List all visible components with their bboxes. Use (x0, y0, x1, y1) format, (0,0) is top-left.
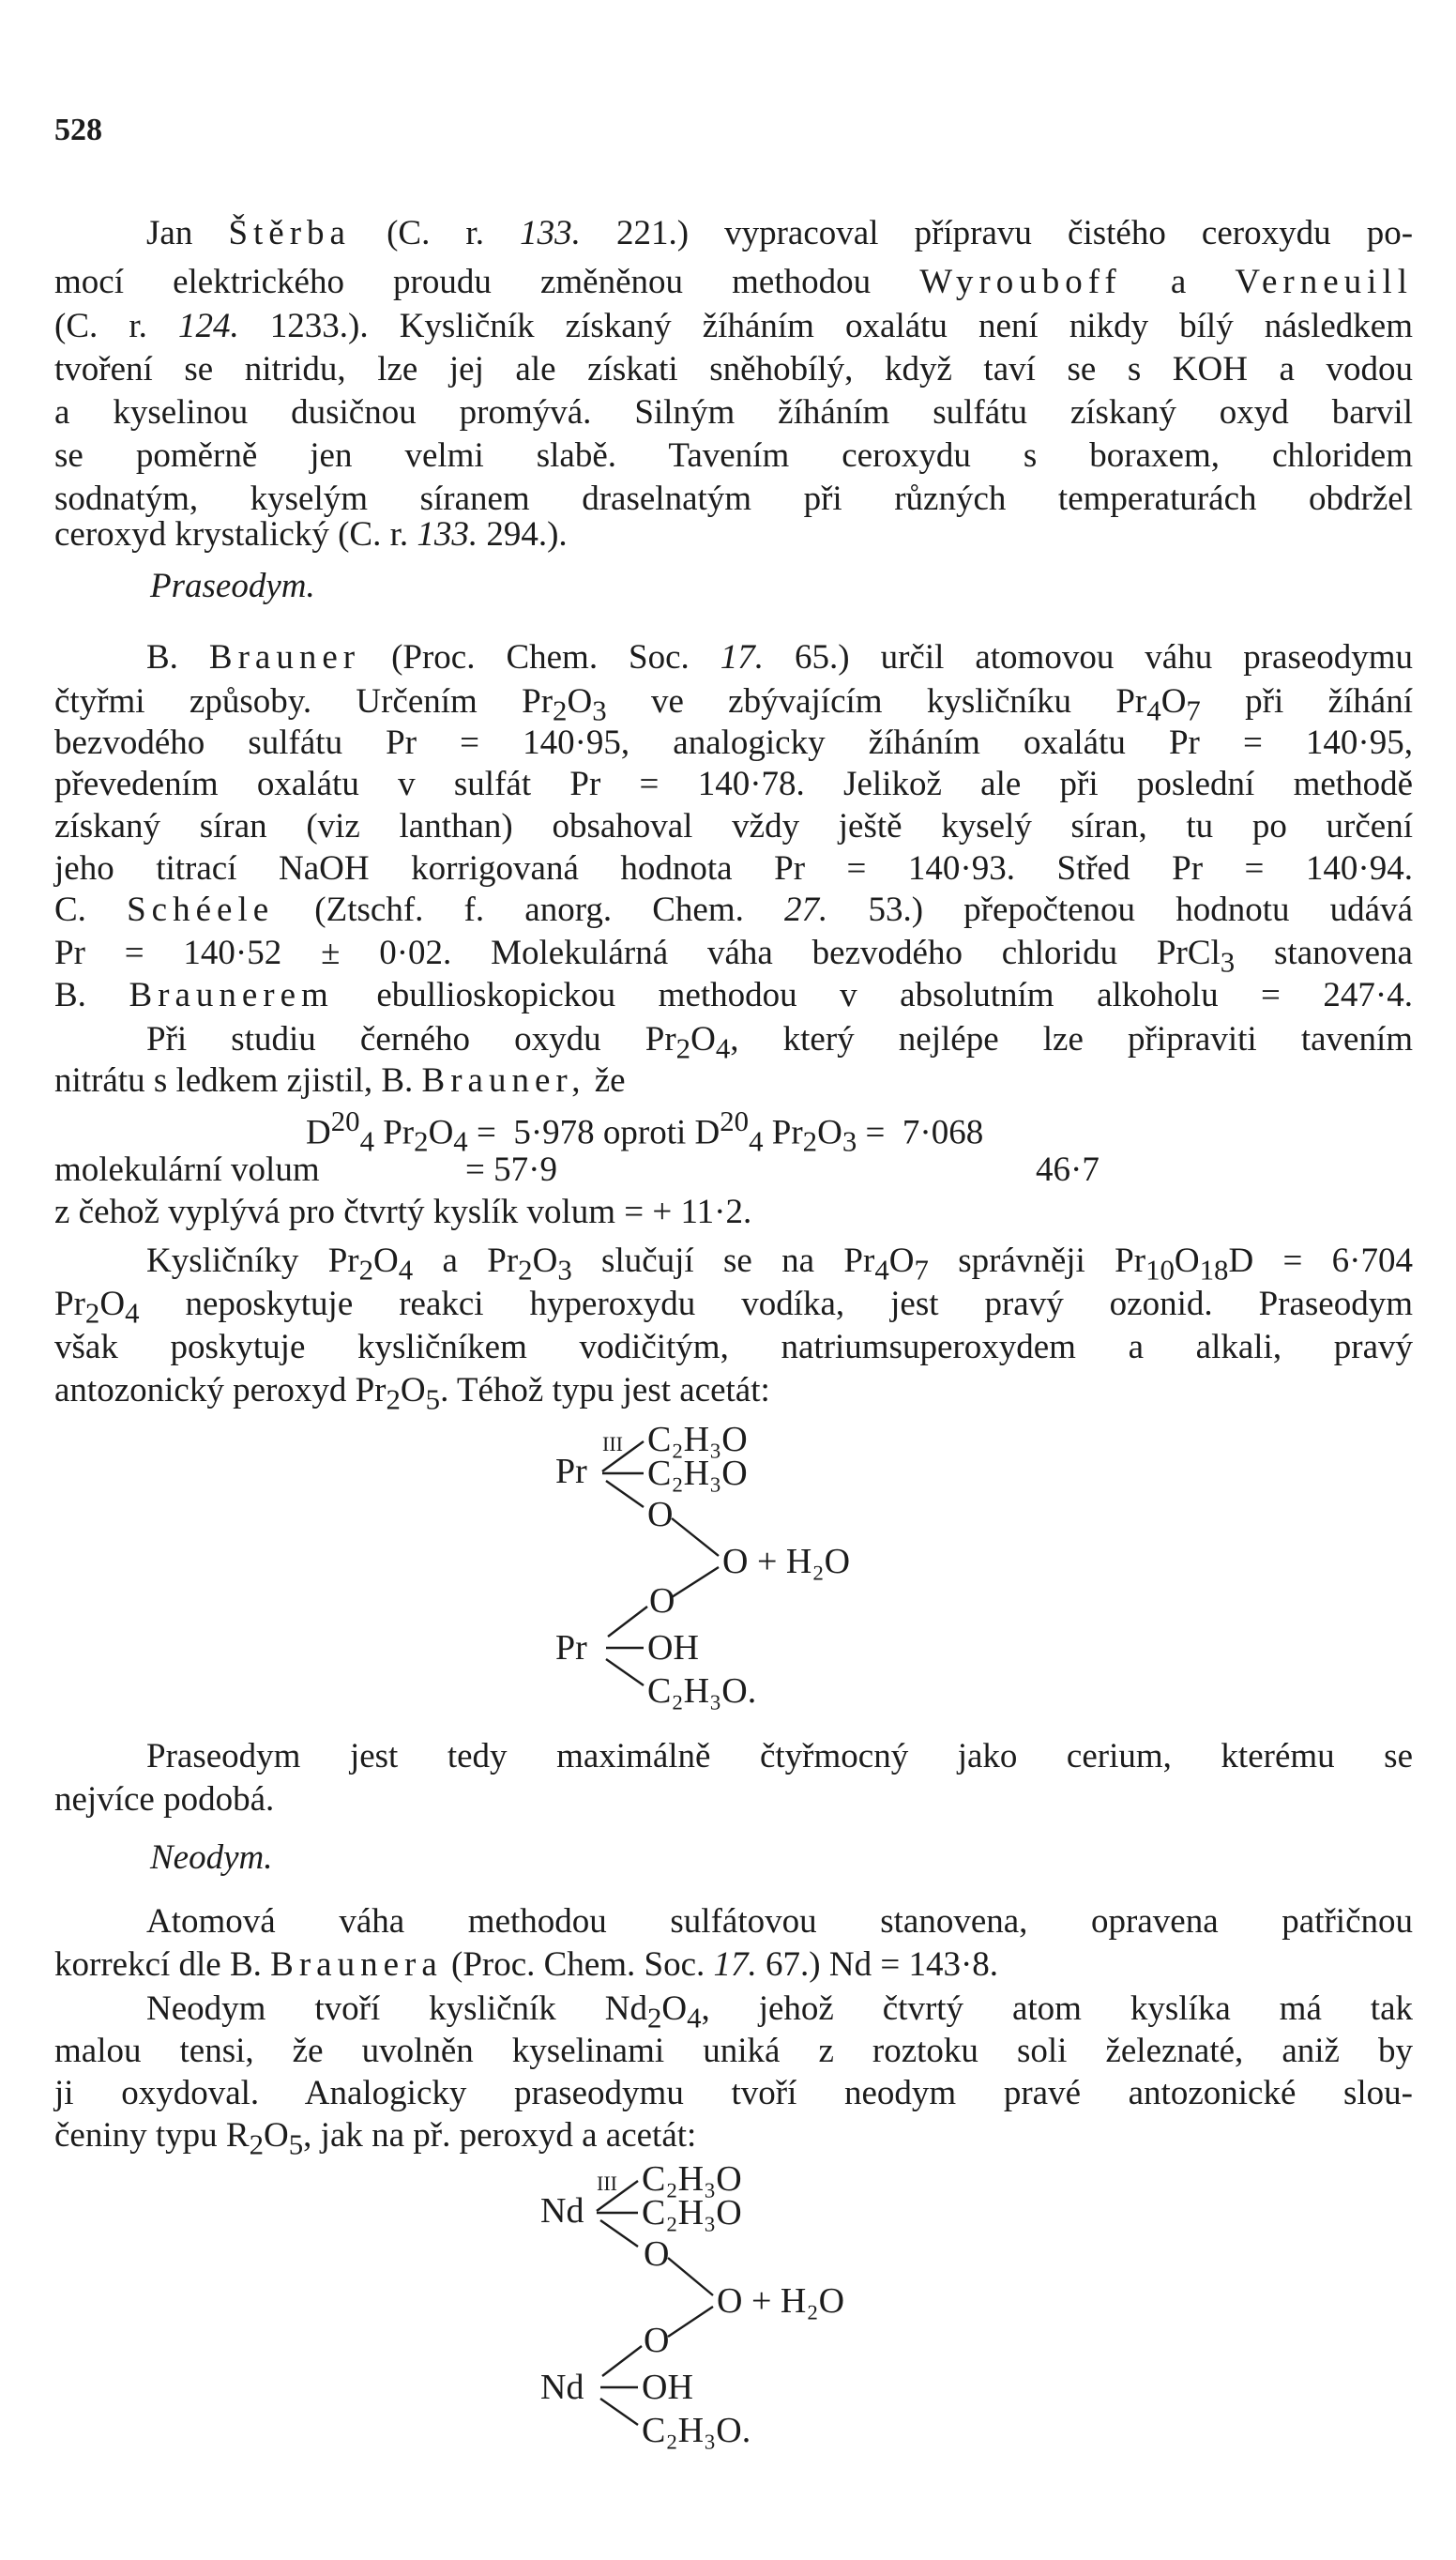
metal-symbol-top: Pr (555, 1452, 587, 1491)
acetyl-group: C₂H₃O. (642, 2411, 751, 2450)
section-heading-neodym: Neodym. (150, 1838, 273, 1877)
acetyl-group: C₂H₃O (642, 2159, 742, 2199)
text-line: čtyřmi způsoby. Určením $Pr_2O_3$ ve zbývajícím kysličníku $Pr_4O_7$ při žíhání (54, 682, 1413, 727)
text-line: čeniny typu $R_2O_5$, jak na př. peroxyd a acetát: (54, 2116, 697, 2161)
author-name: Verneuill (1235, 263, 1414, 301)
oxygen-atom: O (649, 1581, 675, 1621)
bond-line (600, 2220, 638, 2247)
peroxide-water: O + H₂O (722, 1542, 851, 1581)
text-line: převedením oxalátu v sulfát Pr = 140·78. Jelikož ale při poslední methodě (54, 765, 1413, 803)
text-line: nejvíce podobá. (54, 1780, 275, 1819)
valence-label: III (602, 1432, 623, 1455)
hydroxyl-group: OH (647, 1628, 699, 1668)
equation-density: $D^{20}_4$ $Pr_2O_4 = 5\cdot 978$ oproti $D^{20}_4$ $Pr_2O_3 = 7\cdot 068$ (306, 1105, 984, 1158)
text-line: Atomová váha methodou sulfátovou stanovena, opravena patřičnou (146, 1902, 1413, 1941)
text-line: korrekcí dle B. Braunera (Proc. Chem. Soc. 17. 67.) Nd = 143·8. (54, 1945, 999, 1984)
text-line: malou tensi, že uvolněn kyselinami uniká z roztoku soli železnaté, aniž by (54, 2032, 1413, 2070)
text-line: B. Brauner (Proc. Chem. Soc. 17. 65.) určil atomovou váhu praseodymu (146, 638, 1414, 677)
text-line: antozonický peroxyd $Pr_2O_5$. Téhož typu jest acetát: (54, 1371, 770, 1416)
oxygen-atom: O (647, 1495, 674, 1534)
peroxide-water: O + H₂O (717, 2281, 845, 2321)
hydroxyl-group: OH (642, 2368, 693, 2407)
text-line: jeho titrací NaOH korrigovaná hodnota Pr = 140·93. Střed Pr = 140·94. (54, 849, 1413, 888)
bond-line (668, 2258, 713, 2295)
author-name: Brauner (208, 638, 361, 677)
bond-line (672, 1518, 719, 1556)
page-number: 528 (54, 113, 102, 147)
text-line: Při studiu černého oxydu $Pr_2O_4$, který nejlépe lze připraviti tavením (146, 1020, 1414, 1065)
metal-symbol-top: Nd (540, 2191, 584, 2231)
text-line: Praseodym jest tedy maximálně čtyřmocný jako cerium, kterému se (146, 1737, 1413, 1775)
oxygen-atom: O (644, 2321, 670, 2360)
text-line: však poskytuje kysličníkem vodičitým, natriumsuperoxydem a alkali, pravý (54, 1328, 1413, 1366)
equation-volume-value-1: = 57·9 (465, 1150, 557, 1189)
bond-line (668, 2307, 713, 2337)
text-line: bezvodého sulfátu Pr = 140·95, analogicky žíháním oxalátu Pr = 140·95, (54, 724, 1413, 762)
metal-symbol-bottom: Pr (555, 1628, 587, 1668)
text-line: získaný síran (viz lanthan) obsahoval vždy ještě kyselý síran, tu po určení (54, 807, 1413, 846)
text-line: nitrátu s ledkem zjistil, B. Brauner, že (54, 1061, 626, 1100)
author-name: Brauner, (421, 1061, 586, 1100)
text-line: a kyselinou dusičnou promývá. Silným žíháním sulfátu získaný oxyd barvil (54, 393, 1413, 432)
bond-line (606, 1659, 644, 1685)
structural-formula-praseodym (544, 1413, 976, 1770)
bond-line (602, 2346, 642, 2376)
bond-line (672, 1567, 719, 1597)
equation-volume-label: molekulární volum (54, 1150, 320, 1189)
section-heading-praseodym: Praseodym. (150, 567, 315, 605)
text-line: C. Schéele (Ztschf. f. anorg. Chem. 27. 53.) přepočtenou hodnotu udává (54, 891, 1413, 929)
text-line: Jan Štěrba (C. r. 133. 221.) vypracoval přípravu čistého ceroxydu po- (146, 214, 1414, 252)
metal-symbol-bottom: Nd (540, 2368, 584, 2407)
oxygen-atom: O (644, 2234, 670, 2274)
valence-label: III (597, 2171, 617, 2195)
text-line: se poměrně jen velmi slabě. Tavením ceroxydu s boraxem, chloridem (54, 436, 1413, 475)
acetyl-group: C₂H₃O (647, 1454, 748, 1493)
author-name: Braunera (270, 1945, 443, 1984)
text-line: ceroxyd krystalický (C. r. 133. 294.). (54, 515, 568, 554)
equation-oxygen-volume: z čehož vyplývá pro čtvrtý kyslík volum = + 11·2. (54, 1193, 752, 1231)
acetyl-group: C₂H₃O (647, 1420, 748, 1459)
author-name: Štěrba (228, 214, 351, 252)
author-name: Braunerem (129, 976, 334, 1014)
text-line: $Pr_2O_4$ neposkytuje reakci hyperoxydu vodíka, jest pravý ozonid. Praseodym (54, 1285, 1413, 1330)
text-line: tvoření se nitridu, lze jej ale získati sněhobílý, když taví se s KOH a vodou (54, 350, 1413, 389)
text-line: Kysličníky $Pr_2O_4$ a $Pr_2O_3$ slučují se na $Pr_4O_7$ správněji $Pr_{10}O_{18}D = 6\cdot 704$ (146, 1242, 1413, 1287)
bond-line (600, 2399, 638, 2425)
equation-volume-value-2: 46·7 (1036, 1150, 1100, 1189)
text-line: (C. r. 124. 1233.). Kysličník získaný žíháním oxalátu není nikdy bílý následkem (54, 307, 1414, 345)
author-name: Schéele (127, 891, 275, 929)
author-name: Wyrouboff (919, 263, 1122, 301)
structural-formula-neodym (538, 2149, 970, 2506)
acetyl-group: C₂H₃O (642, 2193, 742, 2232)
text-line: ji oxydoval. Analogicky praseodymu tvoří neodym pravé antozonické slou- (54, 2074, 1413, 2112)
text-line: sodnatým, kyselým síranem draselnatým při různých temperaturách obdržel (54, 480, 1413, 518)
text-line: B. Braunerem ebullioskopickou methodou v absolutním alkoholu = 247·4. (54, 976, 1413, 1014)
text-line: Pr = 140·52 ± 0·02. Molekulárná váha bezvodého chloridu PrCl$_3$ stanovena (54, 934, 1413, 979)
text-line: Neodym tvoří kysličník $Nd_2O_4$, jehož čtvrtý atom kyslíka má tak (146, 1989, 1413, 2034)
bond-line (606, 1481, 644, 1507)
text-line: mocí elektrického proudu změněnou methodou Wyrouboff a Verneuill (54, 263, 1414, 301)
acetyl-group: C₂H₃O. (647, 1671, 757, 1711)
bond-line (608, 1607, 647, 1637)
